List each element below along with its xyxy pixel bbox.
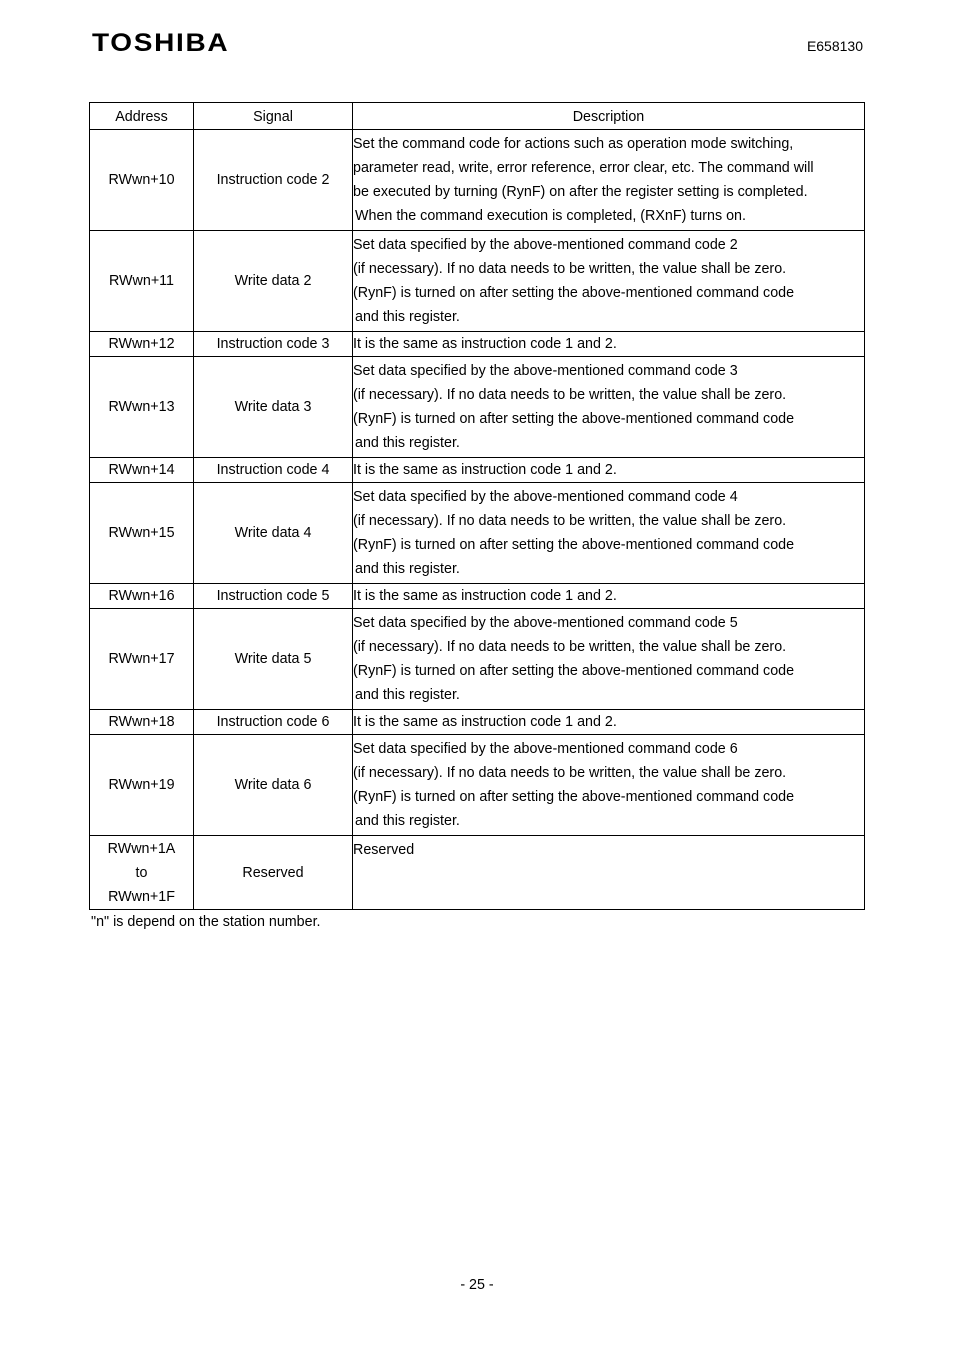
description-cell xyxy=(353,130,865,231)
description-line: Set data specified by the above-mentioned command code 2 xyxy=(353,237,738,253)
address-cell: RWwn+15 xyxy=(90,483,194,584)
description-line: It is the same as instruction code 1 and 2. xyxy=(353,714,617,730)
register-table xyxy=(89,102,865,910)
table-row xyxy=(90,710,865,735)
address-line: to xyxy=(135,864,148,881)
signal-cell: Instruction code 4 xyxy=(194,458,353,483)
address-cell: RWwn+12 xyxy=(90,332,194,357)
signal-cell: Write data 5 xyxy=(194,609,353,710)
description-line: and this register. xyxy=(355,687,460,703)
description-cell xyxy=(353,584,865,609)
description-cell xyxy=(353,710,865,735)
table-row xyxy=(90,332,865,357)
table-row xyxy=(90,735,865,836)
address-cell: RWwn+14 xyxy=(90,458,194,483)
signal-cell: Reserved xyxy=(194,836,353,910)
description-cell xyxy=(353,458,865,483)
address-cell: RWwn+17 xyxy=(90,609,194,710)
table-row xyxy=(90,130,865,231)
description-line: Set the command code for actions such as operation mode switching, xyxy=(353,136,794,152)
description-line: Set data specified by the above-mentioned command code 6 xyxy=(353,741,738,757)
table-header-row xyxy=(90,103,865,130)
page-number: - 25 - xyxy=(460,1277,494,1293)
column-header-signal: Signal xyxy=(194,103,353,130)
address-cell: RWwn+13 xyxy=(90,357,194,458)
description-line: (if necessary). If no data needs to be written, the value shall be zero. xyxy=(353,639,787,655)
column-header-description: Description xyxy=(353,103,865,130)
address-cell: RWwn+16 xyxy=(90,584,194,609)
description-line: parameter read, write, error reference, error clear, etc. The command will xyxy=(353,160,814,176)
description-line: (RynF) is turned on after setting the above-mentioned command code xyxy=(353,663,795,679)
description-line: and this register. xyxy=(355,435,460,451)
description-line: It is the same as instruction code 1 and 2. xyxy=(353,588,617,604)
table-row xyxy=(90,357,865,458)
signal-cell: Write data 3 xyxy=(194,357,353,458)
description-line: (if necessary). If no data needs to be written, the value shall be zero. xyxy=(353,765,787,781)
footnote: "n" is depend on the station number. xyxy=(91,914,321,930)
description-line: (RynF) is turned on after setting the above-mentioned command code xyxy=(353,789,795,805)
description-line: and this register. xyxy=(355,813,460,829)
address-line: RWwn+1A xyxy=(107,840,176,857)
description-line: (if necessary). If no data needs to be written, the value shall be zero. xyxy=(353,513,787,529)
table-row xyxy=(90,458,865,483)
signal-cell: Instruction code 6 xyxy=(194,710,353,735)
description-line: When the command execution is completed, (RXnF) turns on. xyxy=(355,208,746,224)
description-cell xyxy=(353,357,865,458)
description-cell xyxy=(353,483,865,584)
table-row xyxy=(90,231,865,332)
description-line: It is the same as instruction code 1 and 2. xyxy=(353,336,617,352)
signal-cell: Instruction code 3 xyxy=(194,332,353,357)
description-line: (if necessary). If no data needs to be written, the value shall be zero. xyxy=(353,261,787,277)
signal-cell: Instruction code 2 xyxy=(194,130,353,231)
address-line: RWwn+1F xyxy=(108,888,175,905)
signal-cell: Write data 2 xyxy=(194,231,353,332)
description-cell xyxy=(353,231,865,332)
description-line: Set data specified by the above-mentioned command code 3 xyxy=(353,363,738,379)
column-header-address: Address xyxy=(90,103,194,130)
description-cell xyxy=(353,735,865,836)
description-line: and this register. xyxy=(355,309,460,325)
description-cell xyxy=(353,609,865,710)
description-line: (RynF) is turned on after setting the above-mentioned command code xyxy=(353,537,795,553)
signal-cell: Write data 6 xyxy=(194,735,353,836)
address-cell xyxy=(90,836,194,910)
description-line: (RynF) is turned on after setting the above-mentioned command code xyxy=(353,411,795,427)
signal-cell: Write data 4 xyxy=(194,483,353,584)
description-line: and this register. xyxy=(355,561,460,577)
table-row-reserved xyxy=(90,836,865,910)
description-line: be executed by turning (RynF) on after the register setting is completed. xyxy=(353,184,808,200)
toshiba-logo: TOSHIBA xyxy=(92,29,230,57)
signal-cell: Instruction code 5 xyxy=(194,584,353,609)
table-row xyxy=(90,609,865,710)
document-number: E658130 xyxy=(806,38,863,54)
description-cell: Reserved xyxy=(353,836,865,910)
description-line: Set data specified by the above-mentioned command code 4 xyxy=(353,489,738,505)
description-line: (if necessary). If no data needs to be written, the value shall be zero. xyxy=(353,387,787,403)
address-cell: RWwn+18 xyxy=(90,710,194,735)
description-line: (RynF) is turned on after setting the above-mentioned command code xyxy=(353,285,795,301)
address-cell: RWwn+19 xyxy=(90,735,194,836)
description-line: It is the same as instruction code 1 and 2. xyxy=(353,462,617,478)
address-cell: RWwn+10 xyxy=(90,130,194,231)
description-cell xyxy=(353,332,865,357)
description-line: Set data specified by the above-mentioned command code 5 xyxy=(353,615,738,631)
table-row xyxy=(90,483,865,584)
table-row xyxy=(90,584,865,609)
address-cell: RWwn+11 xyxy=(90,231,194,332)
